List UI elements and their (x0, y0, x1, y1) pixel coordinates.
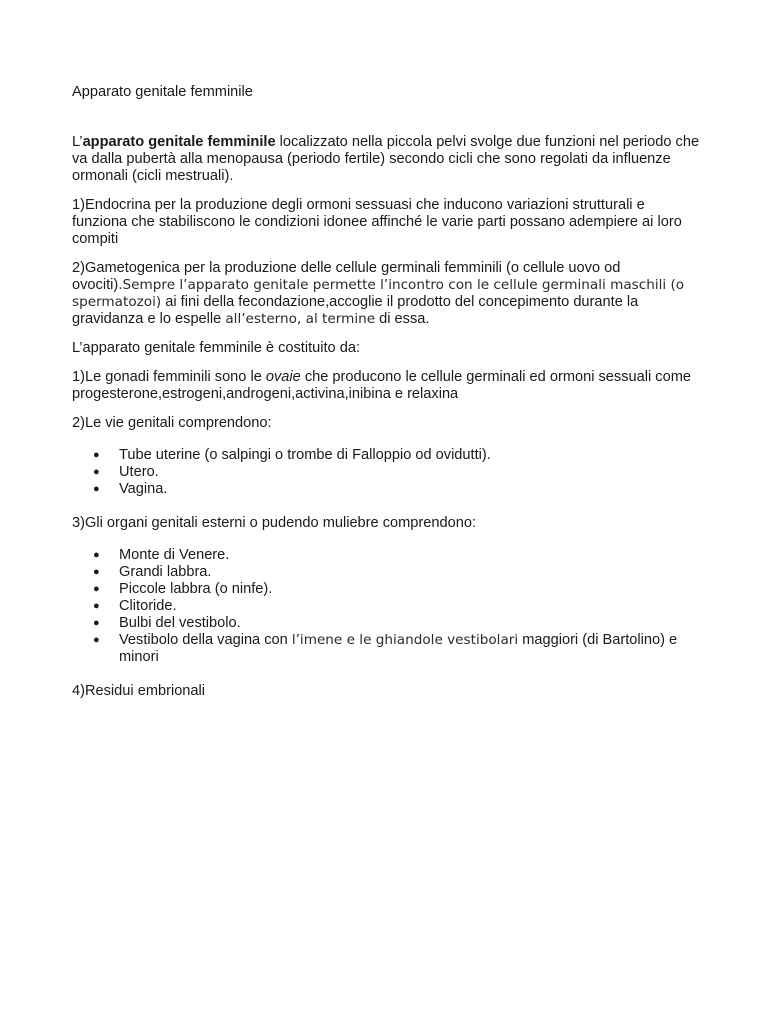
list-item-text: Bulbi del vestibolo. (119, 615, 241, 631)
composition-intro: L’apparato genitale femminile è costituito da: (72, 340, 360, 356)
bullet-icon: ● (93, 566, 100, 578)
list-item-text-post: maggiori (di Bartolino) e minori (119, 632, 678, 665)
bullet-icon: ● (93, 483, 100, 495)
intro-text: localizzato nella piccola pelvi svolge due funzioni nel periodo che va dalla pubertà alla menopausa (periodo fertile) secondo cicli che sono regolati da influenze ormonali (cicli mestruali). (72, 134, 700, 184)
point-2-part-1: 2)Gametogenica per la produzione delle cellule germinali femminili (o cellule uovo od ovociti) (72, 260, 621, 293)
point-2-part-4: all’esterno, al termine (225, 311, 376, 327)
document-body (72, 84, 700, 712)
list-item-text: Clitoride. (119, 598, 177, 614)
list-item-text: Grandi labbra. (119, 564, 212, 580)
list-item-text: Monte di Venere. (119, 547, 230, 563)
external-organs-list (72, 547, 700, 666)
list-item (72, 615, 700, 632)
intro-paragraph (72, 134, 700, 185)
gonads-pre: 1)Le gonadi femminili sono le (72, 369, 266, 385)
bullet-icon: ● (93, 617, 100, 629)
list-item (72, 464, 700, 481)
gonads-italic-term: ovaie (265, 369, 301, 385)
point-2-part-2: .Sempre l’apparato genitale permette l’incontro con le cellule germinali maschili (o spermatozoi) (72, 277, 685, 310)
bullet-icon: ● (93, 466, 100, 478)
document-title: Apparato genitale femminile (72, 84, 253, 100)
list-item-text: Utero. (119, 464, 159, 480)
gonads-paragraph (72, 369, 700, 403)
bullet-icon: ● (93, 634, 100, 646)
list-item (72, 581, 700, 598)
list-item (72, 481, 700, 498)
point-1-paragraph: 1)Endocrina per la produzione degli ormoni sessuasi che inducono variazioni strutturali e funziona che stabiliscono le condizioni idonee affinché le varie parti possano adempiere ai loro compiti (72, 197, 682, 247)
bullet-icon: ● (93, 549, 100, 561)
list-item (72, 564, 700, 581)
bullet-icon: ● (93, 583, 100, 595)
genital-ways-list (72, 447, 700, 498)
list-item (72, 547, 700, 564)
point-2-part-5: di essa. (375, 311, 430, 327)
list-item (72, 447, 700, 464)
external-organs-heading: 3)Gli organi genitali esterni o pudendo muliebre comprendono: (72, 515, 477, 531)
bullet-icon: ● (93, 449, 100, 461)
list-item (72, 632, 700, 666)
list-item-text: Vagina. (119, 481, 168, 497)
list-item (72, 598, 700, 615)
gonads-post: che producono le cellule germinali ed ormoni sessuali come progesterone,estrogeni,androgeni,activina,inibina e relaxina (72, 369, 691, 402)
list-item-text-pre: Vestibolo della vagina con (119, 632, 292, 648)
point-2-part-3: ai fini della fecondazione,accoglie il prodotto del concepimento durante la gravidanza e lo espelle (72, 294, 639, 327)
list-item-text-alt: l’imene e le ghiandole vestibolari (291, 632, 519, 648)
genital-ways-heading: 2)Le vie genitali comprendono: (72, 415, 272, 431)
point-2-paragraph (72, 260, 700, 328)
list-item-text: Piccole labbra (o ninfe). (119, 581, 273, 597)
list-item-text: Tube uterine (o salpingi o trombe di Falloppio od ovidutti). (119, 447, 491, 463)
intro-pre: L’ (72, 134, 83, 150)
intro-bold-term: apparato genitale femminile (82, 134, 276, 150)
residui-paragraph: 4)Residui embrionali (72, 683, 206, 699)
bullet-icon: ● (93, 600, 100, 612)
